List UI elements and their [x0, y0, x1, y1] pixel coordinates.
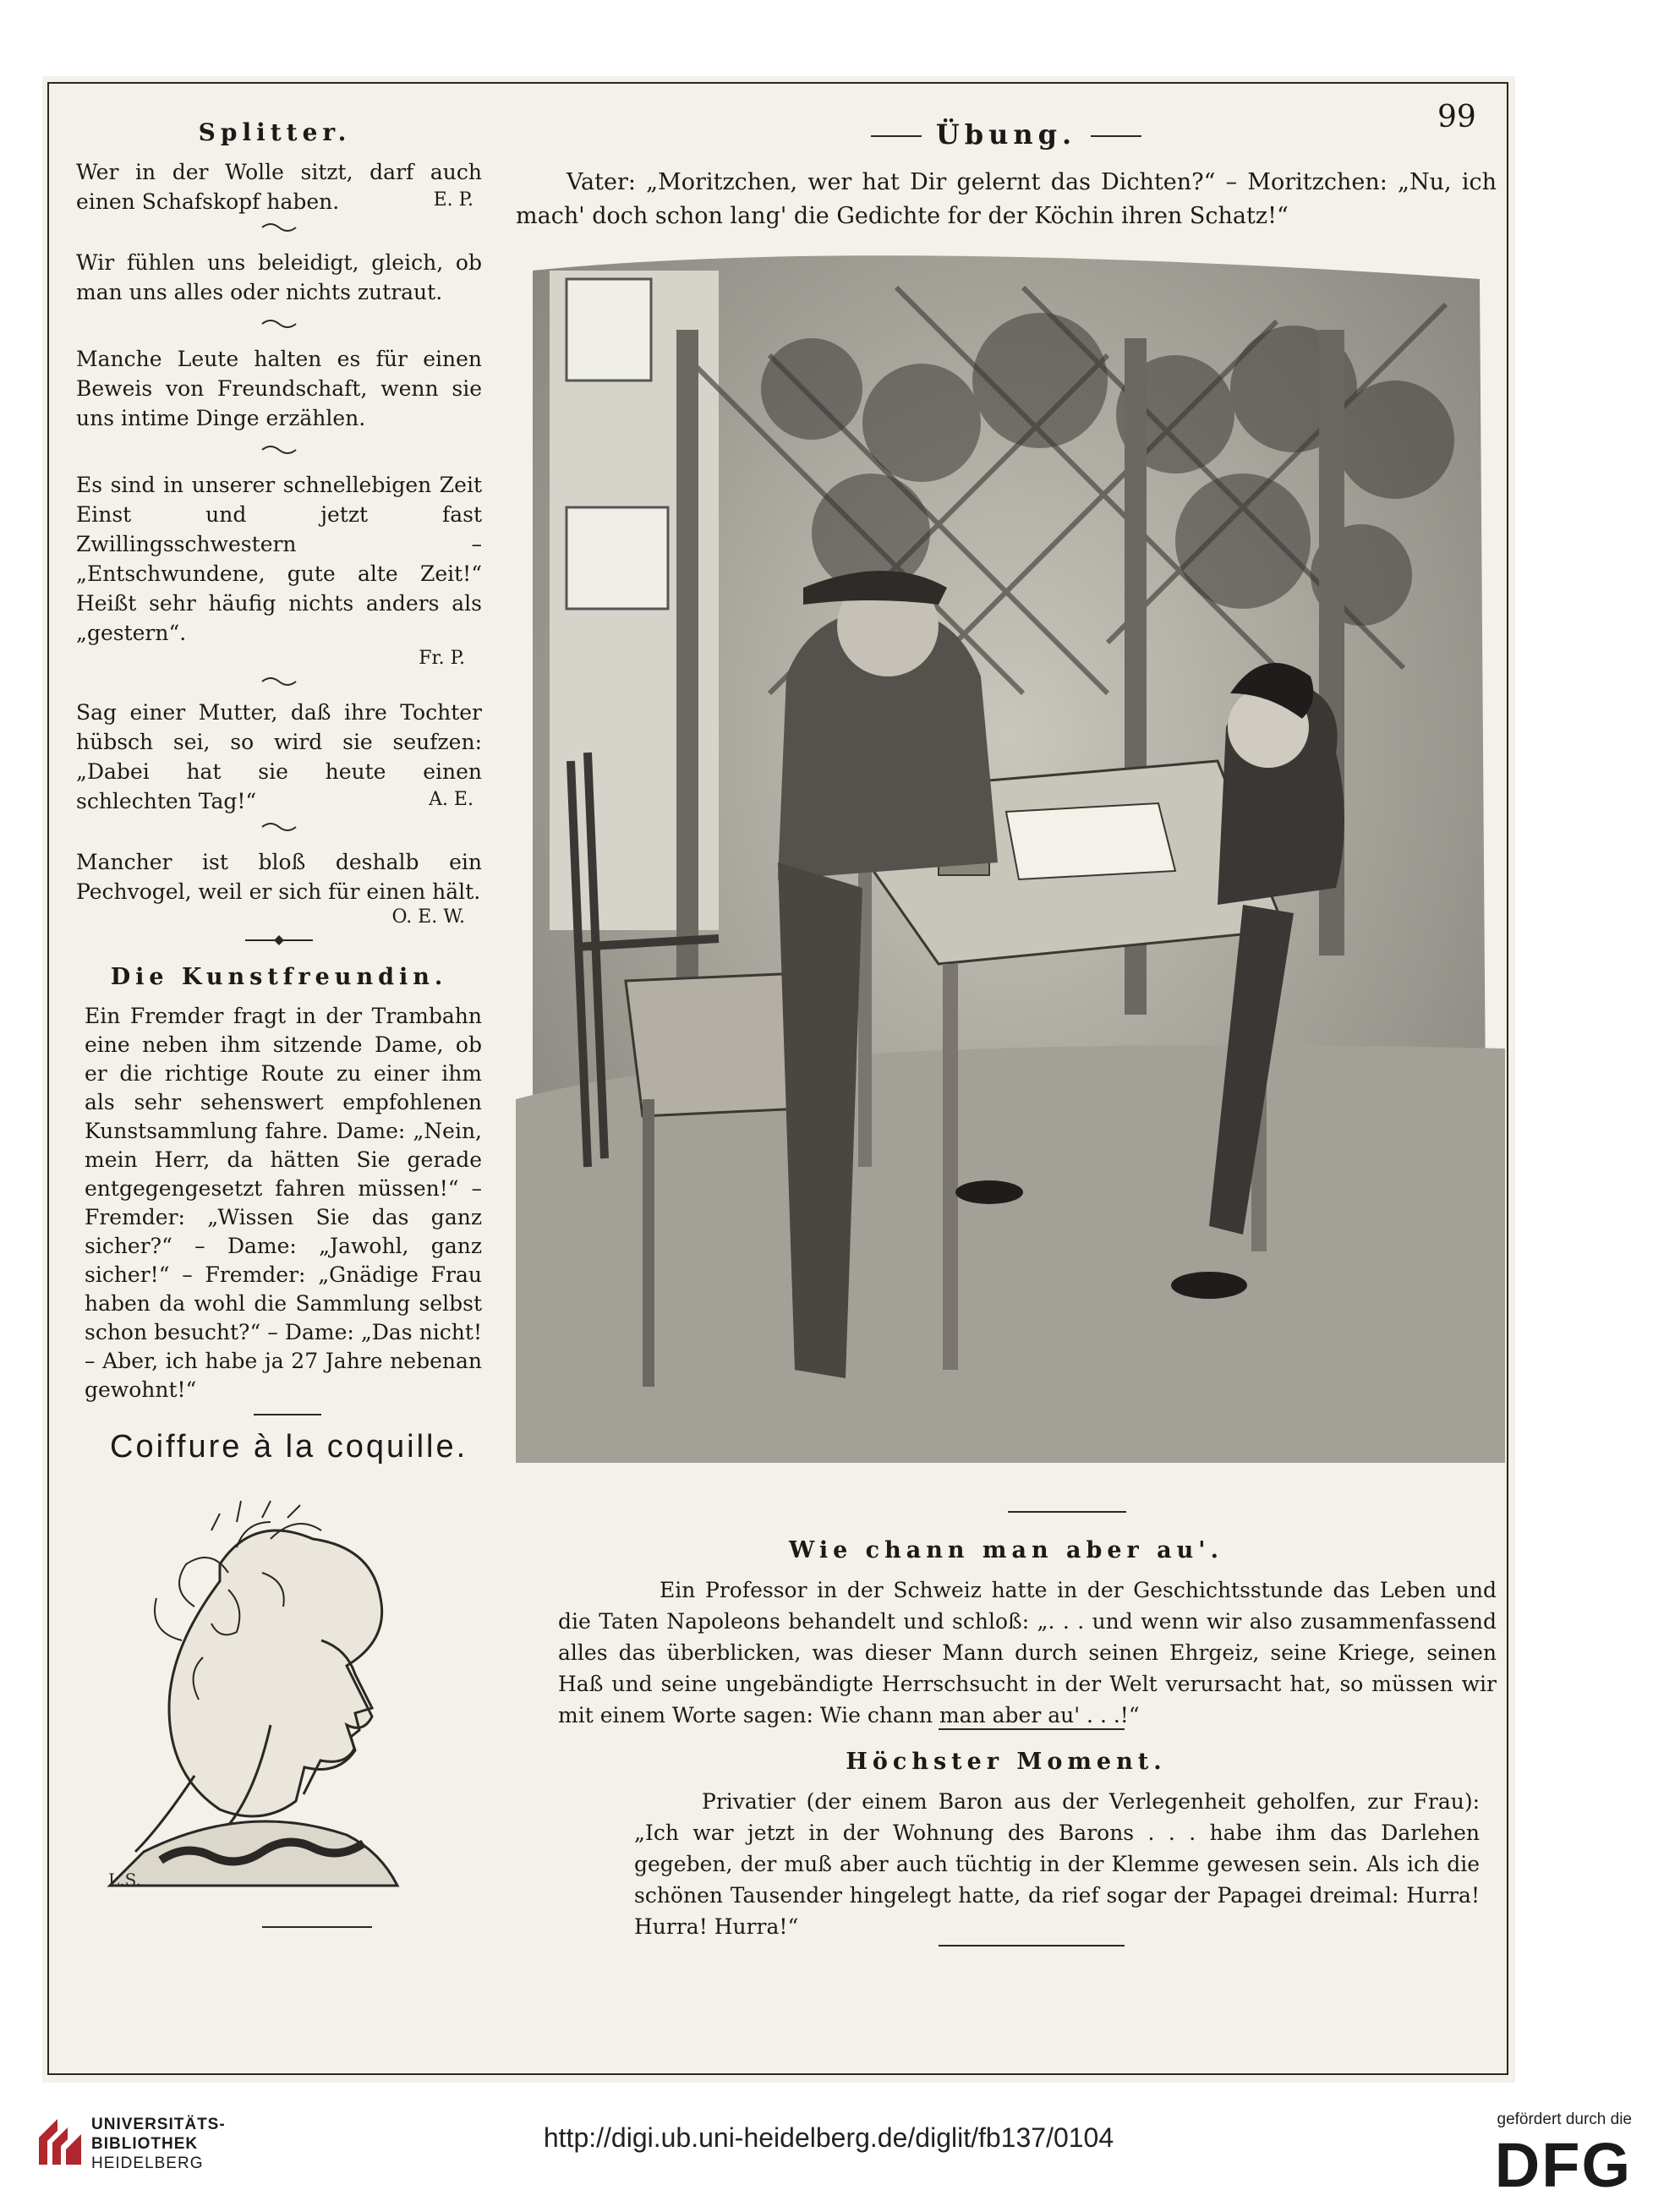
divider-rule: [254, 1414, 321, 1415]
splitter-item: [76, 344, 482, 433]
page-number: 99: [1437, 100, 1476, 134]
splitter-item: [76, 157, 482, 214]
splitter-signature: O. E. W.: [391, 906, 465, 928]
splitter-text: Sag einer Mutter, daß ihre Tochter hübsch sei, so wird sie seufzen: „Dabei hat sie heute einen schlechten Tag!“: [76, 700, 482, 813]
digital-library-url[interactable]: http://digi.ub.uni-heidelberg.de/diglit/fb137/0104: [543, 2122, 1114, 2153]
tilde-divider: [76, 433, 482, 467]
hoechster-moment-heading: Höchster Moment.: [846, 1749, 1167, 1775]
splitter-signature: Fr. P.: [419, 648, 465, 669]
splitter-item: [76, 248, 482, 307]
illustration-soldier-and-boy-at-table: [516, 254, 1505, 1463]
ub-seal-icon: [32, 2112, 91, 2171]
splitter-text: Wer in der Wolle sitzt, darf auch einen Schafskopf haben.: [76, 160, 482, 214]
kunstfreundin-text: Ein Fremder fragt in der Trambahn eine neben ihm sitzende Dame, ob er die richtige Route zu einer ihm als sehr sehenswert empfohlenen Kunstsammlung fahre. Dame: „Nein, mein Herr, da hätten Sie gerade entgegengesetzt fahren müssen!“ – Fremder: „Wissen Sie das ganz sicher?“ – Dame: „Jawohl, ganz sicher!“ – Fremder: „Gnädige Frau haben da wohl die Sammlung selbst schon besucht?“ – Dame: „Das nicht! – Aber, ich habe ja 27 Jahre nebenan gewohnt!“: [85, 1004, 482, 1402]
ornament-divider: [76, 928, 482, 953]
divider-rule: [1008, 1511, 1126, 1513]
kunstfreundin-heading: Die Kunstfreundin.: [110, 964, 448, 990]
splitter-text: Manche Leute halten es für einen Beweis von Freundschaft, wenn sie uns intime Dinge erzählen.: [76, 347, 482, 430]
splitter-text: Es sind in unserer schnellebigen Zeit Einst und jetzt fast Zwillingsschwestern – „Entschwundene, gute alte Zeit!“ Heißt sehr häufig nichts anders als „gestern“.: [76, 473, 482, 645]
uebung-header: [871, 118, 1141, 152]
tilde-divider: [76, 810, 482, 844]
artist-mark: L.S.: [108, 1870, 141, 1890]
ub-line-1: UNIVERSITÄTS-: [91, 2116, 226, 2133]
splitter-signature: E. P.: [433, 189, 473, 211]
tilde-divider: [76, 669, 482, 694]
splitter-column: [76, 157, 482, 956]
tilde-divider: [76, 211, 482, 244]
ub-line-3: HEIDELBERG: [91, 2155, 204, 2172]
splitter-item: [76, 847, 482, 928]
splitter-item: [76, 470, 482, 669]
coiffure-illustration: [93, 1497, 490, 1903]
divider-rule: [939, 1945, 1125, 1946]
hoechster-moment-text: Privatier (der einem Baron aus der Verlegenheit geholfen, zur Frau): „Ich war jetzt in der Wohnung des Barons . . . habe ihm das Darlehen gegeben, der muß aber auch tüchtig in der Klemme gewesen sein. Als ich die schönen Tausender hingelegt hatte, da rief sogar der Papagei dreimal: Hurra! Hurra! Hurra!“: [634, 1789, 1480, 1939]
funding-label: gefördert durch die: [1497, 2111, 1632, 2128]
ub-line-2: BIBLIOTHEK: [91, 2135, 199, 2153]
uebung-caption: Vater: „Moritzchen, wer hat Dir gelernt das Dichten?“ – Moritzchen: „Nu, ich mach' doch schon lang' die Gedichte for der Köchin ihren Schatz!“: [516, 169, 1497, 229]
splitter-heading: Splitter.: [198, 118, 352, 146]
splitter-signature: A. E.: [429, 789, 473, 810]
splitter-text: Wir fühlen uns beleidigt, gleich, ob man uns alles oder nichts zutraut.: [76, 250, 482, 304]
divider-rule: [939, 1728, 1125, 1730]
wie-chann-text: Ein Professor in der Schweiz hatte in der Geschichtsstunde das Leben und die Taten Napoleons behandelt und schloß: „. . . und wenn wir also zusammenfassend alles das überblicken, was dieser Mann durch seinen Ehrgeiz, seine Kriege, seinen Haß und seine ungebändigte Herrschsucht in der Welt verursacht hat, so müssen wir mit einem Worte sagen: Wie chann man aber au' . . .!“: [558, 1578, 1497, 1727]
header-rule-left: [871, 135, 922, 137]
ub-heidelberg-logo[interactable]: [32, 2112, 244, 2180]
coiffure-title: Coiffure à la coquille.: [110, 1429, 468, 1465]
splitter-text: Mancher ist bloß deshalb ein Pechvogel, weil er sich für einen hält.: [76, 850, 482, 904]
splitter-item: [76, 698, 482, 813]
uebung-title: Übung.: [935, 118, 1077, 151]
tilde-divider: [76, 307, 482, 341]
dfg-logo[interactable]: DFG: [1494, 2130, 1632, 2200]
header-rule-right: [1091, 135, 1141, 137]
wie-chann-heading: Wie chann man aber au'.: [789, 1537, 1223, 1563]
divider-rule: [262, 1926, 372, 1928]
